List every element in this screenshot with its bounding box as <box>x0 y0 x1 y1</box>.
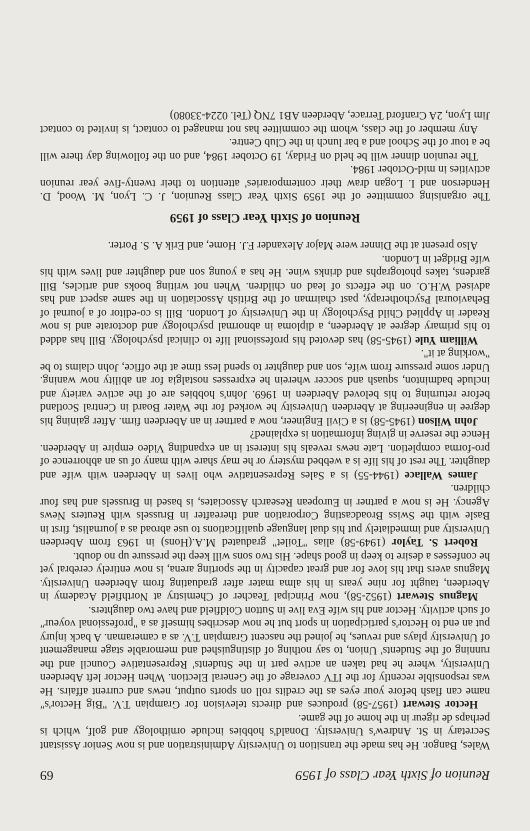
person-name: Hector Stewart <box>402 698 478 711</box>
reunion-paragraph: The organising committee of the 1959 Sixth Year Class Reunion, J. C. Lyon, M. Wood, D. Henderson and I. Logan draw their contemporaries' attention to their twenty-five year reunion activities in mid-October 1984. <box>40 163 490 203</box>
reunion-paragraph: The reunion dinner will be held on Friday, 19 October 1984, and on the following day there will be a tour of the School and a bar lunch in the Club Centre. <box>40 136 490 162</box>
person-name: William Yule <box>415 334 478 346</box>
running-head <box>40 763 490 783</box>
reunion-paragraph: Any member of the class, whom the committee has not managed to contact, is invited to contact Jim Lyon, 2A Cranford Terrace, Aberdeen AB1 7NQ (Tel. 0224-33080) <box>40 109 490 135</box>
paragraph: John Wilson (1945-58) is a Civil Engineer, now a partner in an Aberdeen firm. After gaining his degree in engineering at Aberdeen University he worked for the Water Board in Central Scotland before returning to his beloved Aberdeen in 1969. John's hobbies are of the active variety and include badminton, squash and soccer wherein he expresses nostalgia for an ability now waning. Under some pressure from wife, son and daughter to spend less time at the office, John claims to be "working at it". <box>39 347 490 427</box>
paragraph: William Yule (1945-58) has devoted his professional life to clinical psychology. Bill has added to his primary degree at Aberdeen, a diploma in abnormal psychology and doctorate and is now Reader in Applied Child Psychology in the University of London. Bill is co-editor of a journal of Behavioural Psychotherapy, past chairman of the British Association in the same aspect and has advised W.H.O. on the effects of lead on children. When not writing books and articles, Bill gardens, takes photographs and drinks wine. He has a young son and daughter and lives with his wife Bridget in London. <box>40 253 490 346</box>
person-name: John Wilson <box>418 415 478 427</box>
person-name: Robert S. Taylor <box>391 536 478 549</box>
page-number: 69 <box>40 768 54 783</box>
person-name: James Wallace <box>404 469 478 481</box>
paragraph: James Wallace (1944-55) is a Sales Representative who lives in Aberdeen with wife and daughter. The rest of his life is a webbed mystery or he may share with many of us an abhorrence of pro-forma completion. Late news reveals his interest in an expanding Video empire in Aberdeen. Hence the reserve in giving information is explained? <box>39 428 490 481</box>
section-heading: Reunion of Sixth Year Class of 1959 <box>169 211 361 225</box>
paragraph: Robert S. Taylor (1949-58) alias "Toilet" graduated M.A.(Hons) in 1963 from Aberdeen University and immediately put his dual language qualifications to use abroad as a journalist, first in Basle with the Swiss Broadcasting Corporation and thereafter in Brussels with Reuters News Agency. He is now a partner in European Research Associates, is based in Brussels and has four children. <box>39 482 490 549</box>
paragraph: Wales, Bangor. He has made the transition to University Administration and is now Senior Assistant Secretary in St. Andrew's University. Donald's hobbies include ornithology and golf, which is perhaps de rigeur in the home of the game. <box>40 712 490 751</box>
paragraph: Magnus Stewart (1952-58), now Principal Teacher of Chemistry at Northfield Academy in Aberdeen, taught for nine years in his alma mater after graduating from Aberdeen University. Magnus avers that his love for and great capacity in the sporting arena, is now entirely cerebral yet he confesses a desire to keep in good shape. His two sons will keep the pressure up no doubt. <box>40 550 490 603</box>
body-text <box>40 108 490 751</box>
running-title: Reunion of Sixth Year Class of 1959 <box>295 768 490 783</box>
paragraph: Hector Stewart (1957-58) produces and directs television for Grampian T.V. "Big Hector's" name can flash before your eyes as the credits roll on sports output, news and current affairs. He was responsible recently for the ITV coverage of the General Election. When Hector left Aberdeen University, where he had taken an active part in the Students' Representative Council and the running of the Students' Union, to say nothing of distinguished and memorable stage management of University plays and revues, he joined the nascent Grampian T.V. as a cameraman. A back injury put an end to Hector's participation in sport but he now describes himself as a "professional voyeur" of such activity. Hector and his wife Eva live in Sutton Coldfield and have two daughters. <box>40 604 490 711</box>
person-name: Magnus Stewart <box>396 590 478 603</box>
paragraph: Also present at the Dinner were Major Alexander F.J. Home, and Erik A. S. Porter. <box>107 239 478 252</box>
